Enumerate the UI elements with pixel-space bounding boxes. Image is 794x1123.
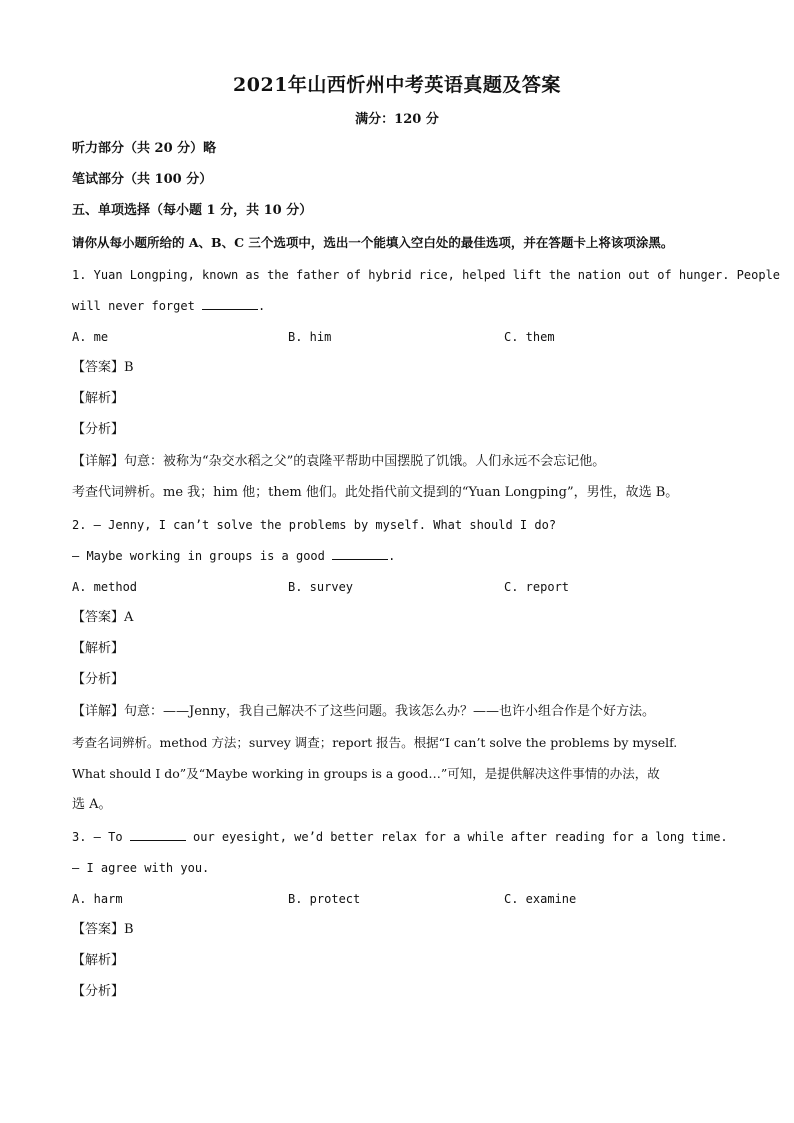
- question-1-stem-end: .: [258, 299, 266, 313]
- instruction-text: 请你从每小题所给的 A、B、C 三个选项中，选出一个能填入空白处的最佳选项，并在答题卡上将该项涂黑。: [72, 235, 674, 250]
- answer-blank: [202, 298, 258, 310]
- question-3-stem-text: 3. — To: [72, 830, 130, 844]
- part5-heading: 五、单项选择（每小题 1 分，共 10 分）: [72, 203, 313, 218]
- question-3-fenxi: 【分析】: [72, 984, 125, 999]
- question-1-answer: 【答案】B: [72, 360, 134, 375]
- question-1-detail2: 考查代词辨析。me 我；him 他；them 他们。此处指代前文提到的“Yuan Longping”，男性，故选 B。: [72, 485, 679, 500]
- question-1-option-b: B. him: [288, 330, 332, 344]
- question-2-detail: 【详解】句意：——Jenny，我自己解决不了这些问题。我该怎么办？——也许小组合作是个好方法。: [72, 704, 655, 719]
- question-3-stem-line2: — I agree with you.: [72, 861, 210, 875]
- question-1-stem-text: will never forget: [72, 299, 203, 313]
- question-3-option-c: C. examine: [504, 892, 577, 906]
- question-1-option-a: A. me: [72, 330, 109, 344]
- question-2-stem-text: — Maybe working in groups is a good: [72, 549, 333, 563]
- question-3-stem-rest: our eyesight, we’d better relax for a while after reading for a long time.: [185, 830, 728, 844]
- question-2-stem-line1: 2. — Jenny, I can’t solve the problems by myself. What should I do?: [72, 518, 557, 532]
- question-1-stem-line1: 1. Yuan Longping, known as the father of hybrid rice, helped lift the nation out of hunger. People: [72, 268, 781, 282]
- question-2-detail4: 选 A。: [72, 797, 112, 812]
- question-2-jiexi: 【解析】: [72, 641, 125, 656]
- question-2-detail3: What should I do”及“Maybe working in groups is a good…”可知，是提供解决这件事情的办法，故: [72, 766, 660, 781]
- listening-section-heading: 听力部分（共 20 分）略: [72, 141, 217, 156]
- question-2-option-c: C. report: [504, 580, 570, 594]
- question-1-stem-line2: [72, 297, 732, 315]
- writing-section-heading: 笔试部分（共 100 分）: [72, 172, 213, 187]
- page-title: 2021年山西忻州中考英语真题及答案: [233, 74, 561, 96]
- question-3-stem-line1: [72, 828, 732, 846]
- question-3-answer: 【答案】B: [72, 922, 134, 937]
- question-2-option-b: B. survey: [288, 580, 354, 594]
- question-3-jiexi: 【解析】: [72, 953, 125, 968]
- question-1-detail: 【详解】句意：被称为“杂交水稻之父”的袁隆平帮助中国摆脱了饥饿。人们永远不会忘记他。: [72, 454, 606, 469]
- total-score: 满分：120 分: [355, 112, 439, 127]
- question-3-option-a: A. harm: [72, 892, 123, 906]
- answer-blank: [332, 548, 388, 560]
- question-3-option-b: B. protect: [288, 892, 361, 906]
- question-2-option-a: A. method: [72, 580, 138, 594]
- question-2-answer: 【答案】A: [72, 610, 134, 625]
- question-2-detail2: 考查名词辨析。method 方法；survey 调查；report 报告。根据“I can’t solve the problems by myself.: [72, 735, 678, 750]
- question-2-stem-end: .: [388, 549, 396, 563]
- question-1-option-c: C. them: [504, 330, 555, 344]
- question-1-jiexi: 【解析】: [72, 391, 125, 406]
- answer-blank: [130, 829, 186, 841]
- question-2-fenxi: 【分析】: [72, 672, 125, 687]
- question-2-stem-line2: [72, 547, 732, 565]
- question-1-fenxi: 【分析】: [72, 422, 125, 437]
